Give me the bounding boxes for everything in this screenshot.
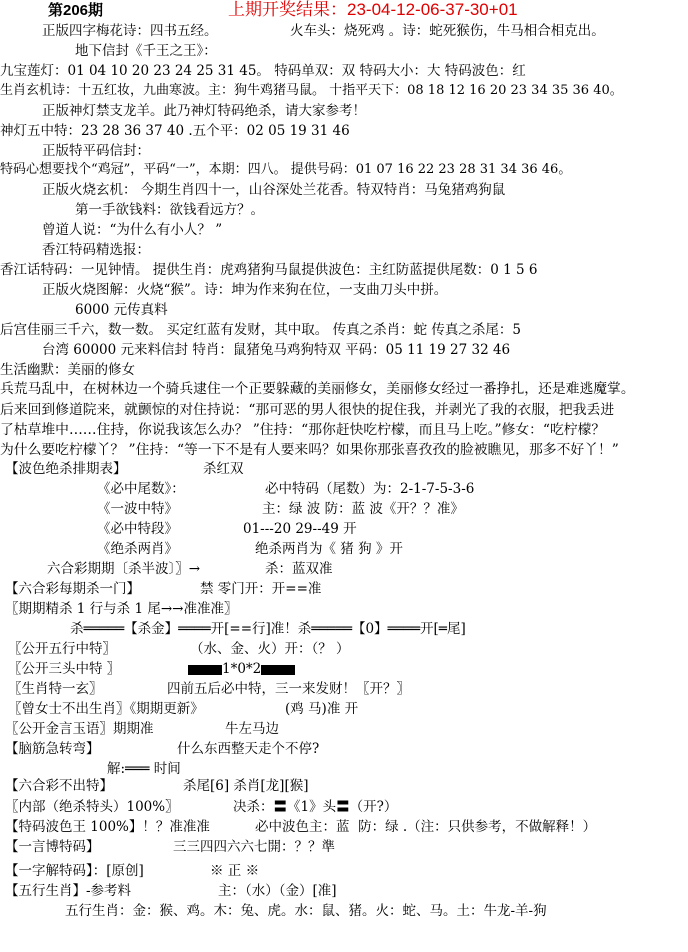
text-line: 神灯五中特：23 28 36 37 40 .五个平：02 05 19 31 46	[0, 123, 350, 139]
text-value: 解:═══ 时间	[107, 761, 181, 777]
text-label: 《一波中特》	[97, 501, 178, 517]
section-heading: 〖公开五行中特〗	[8, 641, 116, 657]
section-heading: 【一字解特码】：[原创]	[5, 863, 144, 879]
text-value: 必中特码（尾数）为：2-1-7-5-3-6	[265, 481, 475, 497]
bar-decoration	[214, 665, 222, 675]
section-heading: 【特码波色王 100%】！？准准准	[5, 819, 210, 835]
text-label: 六合彩期期〔杀半波〕〗→	[47, 561, 201, 577]
text-line: 后宫佳丽三千六，数一数。 买定红蓝有发财，其中取。 传真之杀肖：蛇 传真之杀尾：5	[0, 322, 521, 338]
text-value	[188, 660, 295, 678]
text-value: 1*0*2	[222, 661, 262, 677]
text-line: 正版特平码信封：	[42, 143, 150, 159]
text-line: 特码心想要找个“鸡冠”，平码“一”，本期：四八。 提供号码：01 07 16 22 23 28 31 34 36 46。	[0, 162, 572, 177]
text-value: 主：（水）（金）[准]	[218, 883, 337, 899]
text-label: 《必中特段》	[97, 521, 178, 537]
issue-number: 第206期	[48, 2, 104, 19]
text-value: 牛左马边	[225, 721, 279, 737]
text-line: 正版火烧玄机： 今期生肖四十一，山谷深处兰花香。特双特肖：马兔猪鸡狗鼠	[42, 182, 506, 198]
text-line: 香江话特码：一见钟情。 提供生肖：虎鸡猪狗马鼠提供波色：主红防蓝提供尾数：0 1 5 6	[0, 262, 538, 278]
text-line: 地下信封《千王之王》：	[75, 43, 217, 59]
text-value: 杀尾[6] 杀肖[龙][猴]	[183, 778, 309, 794]
text-value: 01---20 29--49 开	[243, 521, 357, 537]
section-heading: 〖公开三头中特 〗	[8, 661, 121, 677]
text-value: 四前五后必中特，三一来发财！〖开？〗	[167, 681, 410, 697]
text-line: 6000 元传真料	[75, 302, 168, 318]
text-value: 必中波色主：蓝 防：绿 .（注：只供参考，不做解释！）	[255, 819, 597, 835]
bar-decoration	[261, 665, 287, 675]
text-value: 禁 零门开：开==准	[200, 581, 322, 597]
text-value: 杀：蓝双准	[265, 561, 333, 577]
section-heading: 〖生肖特一玄〗	[8, 681, 103, 697]
section-heading: 〖曾女士不出生肖〗《期期更新》	[8, 701, 204, 717]
section-heading: 【六合彩每期杀一门】	[5, 581, 140, 597]
text-line: 第一手欲钱料：欲钱看远方？。	[75, 202, 264, 218]
text-value: 主：绿 波 防：蓝 波《开？？准》	[262, 501, 464, 517]
text-value: (鸡 马)准 开	[285, 701, 359, 717]
text-line: 台湾 60000 元来料信封 特肖：鼠猪兔马鸡狗特双 平码：05 11 19 27 32 46	[42, 342, 511, 358]
story-text: 后来回到修道院来，就颤惊的对住持说：“那可恶的男人很快的捉住我，并剥光了我的衣服，把我丢进	[0, 402, 615, 418]
text-line: 正版四字梅花诗：四书五经。	[42, 23, 218, 39]
text-value: 三三四四六六七開：？？準	[173, 839, 335, 855]
text-line: 曾道人说：“为什么有小人？ ”	[42, 222, 223, 238]
text-value: （水、金、火）开：（？ ）	[190, 641, 350, 657]
last-draw-result: 上期开奖结果：23-04-12-06-37-30+01	[228, 0, 518, 19]
section-heading: 〖公开金言玉语〗期期准	[5, 721, 154, 737]
section-heading: 〖期期精杀 1 行与杀 1 尾→→准准准〗	[5, 601, 238, 617]
text-value: 杀红双	[203, 461, 244, 477]
text-line: 正版火烧图解：火烧“猴”。诗：坤为作来狗在位，一支曲刀头中拼。	[42, 282, 448, 298]
section-heading: 〖内部（绝杀特头）100%〗	[5, 799, 179, 815]
section-heading: 【脑筋急转弯】	[5, 741, 100, 757]
story-text: 兵荒马乱中，在树林边一个骑兵逮住一个正要躲藏的美丽修女，美丽修女经过一番挣扎，还是难逃魔掌。	[0, 381, 635, 397]
story-text: 为什么要吃柠檬丫？ ”住持：“等一下不是有人要来吗？如果你那张喜孜孜的脸被瞧见，那多不好丫！”	[0, 442, 619, 458]
bar-decoration	[188, 665, 214, 675]
section-heading: 【五行生肖】-参考料	[5, 883, 132, 899]
section-heading: 【六合彩不出特】	[5, 778, 113, 794]
text-value: 绝杀两肖为《 猪 狗 》开	[255, 541, 403, 557]
story-text: 了枯草堆中……住持，你说我该怎么办？ ”住持：“那你赶快吃柠檬，而且马上吃。”修女：“吃柠檬？	[0, 422, 606, 438]
text-line: 杀═════【杀金】════开[==行]准！杀═════【0】════开[═尾]	[70, 621, 466, 637]
text-value: ※ 正 ※	[210, 863, 260, 879]
text-line: 正版神灯禁支龙羊。此乃神灯特码绝杀，请大家参考！	[42, 103, 366, 119]
text-label: 《必中尾数》：	[97, 481, 185, 497]
text-value: 什么东西整天走个不停?	[177, 741, 320, 757]
section-heading: 【波色绝杀排期表】	[5, 461, 127, 477]
text-line: 九宝莲灯：01 04 10 20 23 24 25 31 45。 特码单双：双 特码大小：大 特码波色：红	[0, 63, 526, 79]
text-line: 火车头：烧死鸡 。诗：蛇死猴伤，牛马相合相克出。	[290, 23, 605, 39]
text-line: 生肖玄机诗：十五红妆，九曲寒波。主：狗牛鸡猪马鼠。 十指平天下：08 18 12 16 20 23 34 35 36 40。	[0, 83, 623, 98]
text-line: 生活幽默：美丽的修女	[0, 362, 135, 378]
text-line: 香江特码精选报：	[42, 242, 150, 258]
text-value: 决杀：〓《1》头〓（开?）	[233, 799, 398, 815]
text-line: 五行生肖：金：猴、鸡。木：兔、虎。水：鼠、猪。火：蛇、马。土：牛龙-羊-狗	[65, 903, 547, 919]
bar-decoration	[287, 665, 295, 675]
text-label: 《绝杀两肖》	[97, 541, 178, 557]
section-heading: 【一言博特码】	[5, 839, 100, 855]
